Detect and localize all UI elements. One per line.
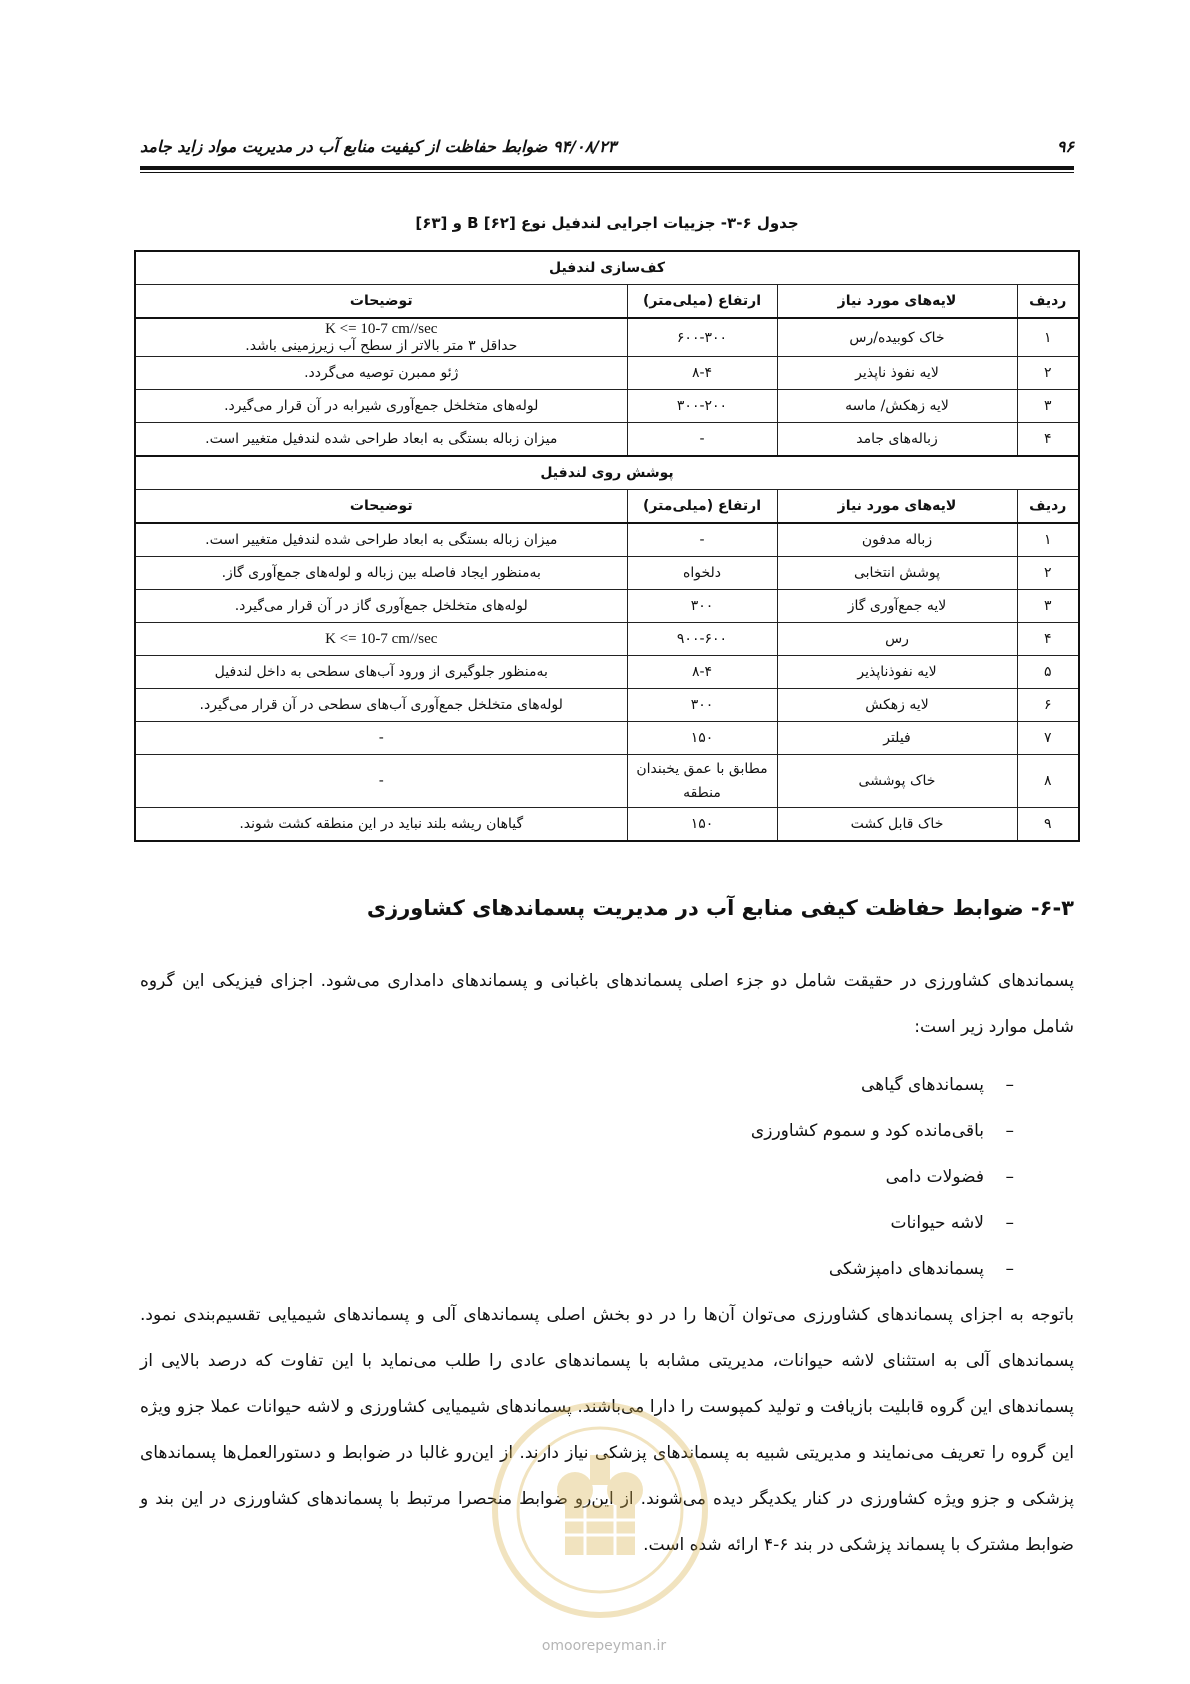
cell-height: ۸-۴ bbox=[627, 357, 777, 390]
cell-num: ۴ bbox=[1017, 423, 1079, 457]
cell-desc: - bbox=[135, 722, 627, 755]
cell-desc: ژئو ممبرن توصیه می‌گردد. bbox=[135, 357, 627, 390]
desc-text: حداقل ۳ متر بالاتر از سطح آب زیرزمینی باشد. bbox=[245, 338, 518, 354]
dash-bullet: – bbox=[1005, 1121, 1014, 1141]
cell-desc bbox=[135, 318, 627, 357]
column-header-height: ارتفاع (میلی‌متر) bbox=[627, 490, 777, 524]
column-header-desc: توضیحات bbox=[135, 285, 627, 319]
page-number: ۹۶ bbox=[1056, 136, 1074, 156]
cell-num: ۲ bbox=[1017, 557, 1079, 590]
cell-height: ۳۰۰-۲۰۰ bbox=[627, 390, 777, 423]
cell-desc: میزان زباله بستگی به ابعاد طراحی شده لندفیل متغییر است. bbox=[135, 523, 627, 557]
table-row bbox=[135, 523, 1079, 557]
cell-desc: به‌منظور جلوگیری از ورود آب‌های سطحی به داخل لندفیل bbox=[135, 656, 627, 689]
component-list bbox=[140, 1062, 1074, 1292]
column-header-num: ردیف bbox=[1017, 285, 1079, 319]
table-row bbox=[135, 656, 1079, 689]
page-header bbox=[140, 128, 1074, 164]
cell-num: ۵ bbox=[1017, 656, 1079, 689]
table-row bbox=[135, 689, 1079, 722]
dash-bullet: – bbox=[1005, 1075, 1014, 1095]
section-heading: ۶-۳- ضوابط حفاظت کیفی منابع آب در مدیریت پسماندهای کشاورزی bbox=[366, 896, 1074, 920]
cell-desc: لوله‌های متخلخل جمع‌آوری گاز در آن قرار می‌گیرد. bbox=[135, 590, 627, 623]
watermark-url: omoorepeyman.ir bbox=[541, 1638, 667, 1654]
table-header-row bbox=[135, 285, 1079, 319]
table-row bbox=[135, 390, 1079, 423]
cell-desc: لوله‌های متخلخل جمع‌آوری شیرابه در آن قرار می‌گیرد. bbox=[135, 390, 627, 423]
list-item: –فضولات دامی bbox=[140, 1154, 1074, 1200]
table-row bbox=[135, 423, 1079, 457]
cell-height: مطابق با عمق یخبندان منطقه bbox=[627, 755, 777, 808]
table-row bbox=[135, 722, 1079, 755]
section-title: پوشش روی لندفیل bbox=[135, 456, 1079, 490]
column-header-desc: توضیحات bbox=[135, 490, 627, 524]
landfill-details-table bbox=[134, 250, 1080, 842]
table-section-header bbox=[135, 251, 1079, 285]
permeability-formula: K <= 10-7 cm//sec bbox=[135, 623, 627, 656]
list-item: –پسماندهای گیاهی bbox=[140, 1062, 1074, 1108]
cell-num: ۹ bbox=[1017, 808, 1079, 842]
cell-layer: فیلتر bbox=[777, 722, 1017, 755]
list-item: –باقی‌مانده کود و سموم کشاورزی bbox=[140, 1108, 1074, 1154]
cell-layer: خاک پوششی bbox=[777, 755, 1017, 808]
cell-height: ۱۵۰ bbox=[627, 722, 777, 755]
running-title: ۹۴/۰۸/۲۳ ضوابط حفاظت از کیفیت منابع آب در مدیریت مواد زاید جامد bbox=[140, 136, 617, 156]
cell-layer: زباله مدفون bbox=[777, 523, 1017, 557]
table-caption: جدول ۶-۳- جزییات اجرایی لندفیل نوع B [۶۲] و [۶۳] bbox=[415, 214, 799, 232]
cell-height: دلخواه bbox=[627, 557, 777, 590]
section-title: کف‌سازی لندفیل bbox=[135, 251, 1079, 285]
cell-height: ۶۰۰-۳۰۰ bbox=[627, 318, 777, 357]
cell-layer: رس bbox=[777, 623, 1017, 656]
list-item: –لاشه حیوانات bbox=[140, 1200, 1074, 1246]
cell-desc: لوله‌های متخلخل جمع‌آوری آب‌های سطحی در آن قرار می‌گیرد. bbox=[135, 689, 627, 722]
cell-height: - bbox=[627, 423, 777, 457]
cell-num: ۸ bbox=[1017, 755, 1079, 808]
cell-desc: به‌منظور ایجاد فاصله بین زباله و لوله‌های جمع‌آوری گاز. bbox=[135, 557, 627, 590]
cell-num: ۱ bbox=[1017, 523, 1079, 557]
list-item: –پسماندهای دامپزشکی bbox=[140, 1246, 1074, 1292]
column-header-layer: لایه‌های مورد نیاز bbox=[777, 285, 1017, 319]
cell-height: ۹۰۰-۶۰۰ bbox=[627, 623, 777, 656]
table-row bbox=[135, 590, 1079, 623]
cell-desc: - bbox=[135, 755, 627, 808]
cell-layer: لایه نفوذ ناپذیر bbox=[777, 357, 1017, 390]
header-rule-thin bbox=[140, 172, 1074, 173]
permeability-formula: K <= 10-7 cm//sec bbox=[325, 321, 438, 337]
cell-num: ۴ bbox=[1017, 623, 1079, 656]
body-paragraph: پسماندهای کشاورزی در حقیقت شامل دو جزء اصلی پسماندهای باغبانی و پسماندهای دامداری می‌شود. اجزای فیزیکی این گروه شامل موارد زیر است: bbox=[140, 971, 1074, 1037]
cell-layer: خاک کوبیده/رس bbox=[777, 318, 1017, 357]
cell-height: ۳۰۰ bbox=[627, 689, 777, 722]
column-header-num: ردیف bbox=[1017, 490, 1079, 524]
column-header-height: ارتفاع (میلی‌متر) bbox=[627, 285, 777, 319]
cell-num: ۲ bbox=[1017, 357, 1079, 390]
cell-layer: لایه نفوذناپذیر bbox=[777, 656, 1017, 689]
cell-desc: گیاهان ریشه بلند نباید در این منطقه کشت شوند. bbox=[135, 808, 627, 842]
cell-layer: لایه جمع‌آوری گاز bbox=[777, 590, 1017, 623]
table-row bbox=[135, 623, 1079, 656]
table-header-row bbox=[135, 490, 1079, 524]
cell-desc: میزان زباله بستگی به ابعاد طراحی شده لندفیل متغییر است. bbox=[135, 423, 627, 457]
cell-layer: لایه زهکش bbox=[777, 689, 1017, 722]
table-section-header bbox=[135, 456, 1079, 490]
cell-layer: لایه زهکش/ ماسه bbox=[777, 390, 1017, 423]
cell-num: ۱ bbox=[1017, 318, 1079, 357]
cell-num: ۳ bbox=[1017, 590, 1079, 623]
table-row bbox=[135, 808, 1079, 842]
dash-bullet: – bbox=[1005, 1259, 1014, 1279]
column-header-layer: لایه‌های مورد نیاز bbox=[777, 490, 1017, 524]
dash-bullet: – bbox=[1005, 1213, 1014, 1233]
table-row bbox=[135, 755, 1079, 808]
cell-height: ۳۰۰ bbox=[627, 590, 777, 623]
cell-height: ۸-۴ bbox=[627, 656, 777, 689]
header-rule-thick bbox=[140, 166, 1074, 170]
watermark-seal-icon bbox=[485, 1395, 715, 1625]
body-paragraph: باتوجه به اجزای پسماندهای کشاورزی می‌توان آن‌ها را در دو بخش اصلی پسماندهای آلی و پسماندهای شیمیایی تقسیم‌بندی نمود. پسماندهای آلی به استثنای لاشه حیوانات، مدیریتی مشابه با پسماندهای عادی را طلب می‌نماید با این تفاوت که درصد بالایی از پسماندهای این گروه قابلیت بازیافت و تولید کمپوست را دارا می‌باشند. پسماندهای شیمیایی کشاورزی و لاشه حیوانات عملا جزو ویژه این گروه را تعریف می‌نمایند و مدیریتی شبیه به پسماندهای پزشکی نیاز دارند. از این‌رو غالبا در ضوابط و دستورالعمل‌ها پسماندهای پزشکی و جزو ویژه کشاورزی در کنار یکدیگر دیده می‌شوند. از این‌رو ضوابط منحصرا مرتبط با پسماندهای کشاورزی در این بند و ضوابط مشترک با پسماند پزشکی در بند ۶-۴ ارائه شده است. bbox=[140, 1305, 1074, 1555]
cell-num: ۶ bbox=[1017, 689, 1079, 722]
table-row bbox=[135, 557, 1079, 590]
table-row bbox=[135, 357, 1079, 390]
table-row bbox=[135, 318, 1079, 357]
cell-height: - bbox=[627, 523, 777, 557]
cell-layer: پوشش انتخابی bbox=[777, 557, 1017, 590]
dash-bullet: – bbox=[1005, 1167, 1014, 1187]
cell-height: ۱۵۰ bbox=[627, 808, 777, 842]
cell-num: ۷ bbox=[1017, 722, 1079, 755]
cell-num: ۳ bbox=[1017, 390, 1079, 423]
cell-layer: زباله‌های جامد bbox=[777, 423, 1017, 457]
cell-layer: خاک قابل کشت bbox=[777, 808, 1017, 842]
